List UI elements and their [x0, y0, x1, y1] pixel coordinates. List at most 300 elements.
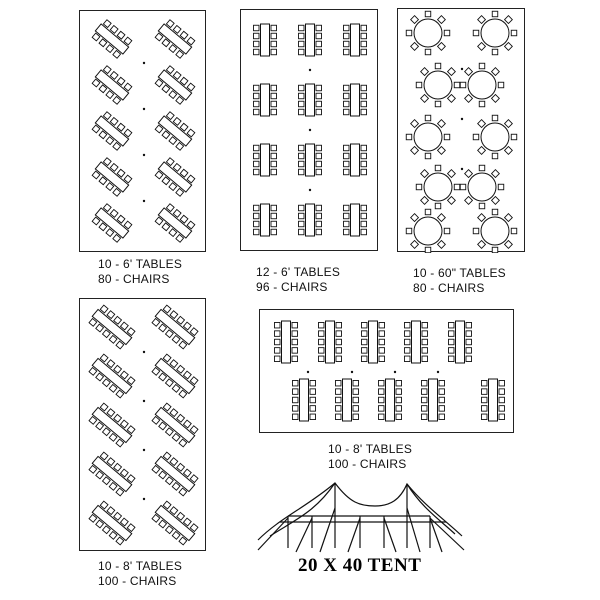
chair-icon [379, 331, 385, 337]
straight-6ft-floorplan [241, 10, 379, 252]
chair-icon [379, 348, 385, 354]
chair-icon [271, 109, 277, 115]
chair-icon [299, 221, 305, 227]
chair-icon [492, 197, 500, 205]
chair-icon [422, 380, 428, 386]
chair-icon [336, 389, 342, 395]
chair-icon [465, 197, 473, 205]
chair-icon [271, 145, 277, 151]
chair-icon [299, 169, 305, 175]
chair-icon [465, 95, 473, 103]
table-8ft [151, 500, 199, 546]
round-table-60in [473, 209, 517, 253]
chair-icon [411, 120, 419, 128]
chair-icon [448, 170, 456, 178]
chair-icon [275, 356, 281, 362]
chair-icon [449, 331, 455, 337]
chair-icon [353, 397, 359, 403]
chair-icon [316, 109, 322, 115]
chair-icon [271, 33, 277, 39]
chair-icon [361, 169, 367, 175]
chair-icon [454, 82, 460, 88]
chair-icon [422, 322, 428, 328]
caption-diagonal-6ft [98, 257, 182, 287]
caption-round-60in [413, 266, 506, 296]
chair-icon [336, 356, 342, 362]
tent-icon [250, 478, 470, 553]
tent-pole-marker [143, 62, 145, 64]
tent-pole-marker [461, 168, 463, 170]
chair-icon [379, 356, 385, 362]
tent-pole-marker [309, 69, 311, 71]
chair-icon [422, 389, 428, 395]
chair-icon [271, 161, 277, 167]
chair-icon [499, 414, 505, 420]
chair-icon [361, 229, 367, 235]
tent-pole-marker [461, 118, 463, 120]
round-table-60in [416, 63, 460, 107]
chair-icon [396, 397, 402, 403]
chair-icon [310, 389, 316, 395]
table-6ft [299, 24, 322, 56]
chair-icon [448, 197, 456, 205]
chair-icon [316, 161, 322, 167]
chair-icon [254, 221, 260, 227]
chair-icon [254, 93, 260, 99]
chair-icon [435, 101, 441, 107]
chair-icon [438, 120, 446, 128]
chair-icon [478, 43, 486, 51]
table-6ft [299, 84, 322, 116]
chair-icon [466, 322, 472, 328]
chair-icon [439, 380, 445, 386]
chair-icon [448, 95, 456, 103]
tent-pole-marker [143, 498, 145, 500]
table-6ft [91, 19, 133, 60]
table-6ft [344, 24, 367, 56]
chair-icon [316, 41, 322, 47]
chair-icon [479, 63, 485, 69]
chair-icon [396, 406, 402, 412]
chair-icon [449, 356, 455, 362]
chair-icon [319, 339, 325, 345]
chair-icon [444, 134, 450, 140]
table-6ft [154, 19, 196, 60]
layout-diagonal-6ft [79, 10, 206, 252]
chair-icon [362, 339, 368, 345]
chair-icon [316, 169, 322, 175]
chair-icon [492, 209, 498, 215]
chair-icon [473, 30, 479, 36]
chair-icon [299, 153, 305, 159]
chair-icon [336, 348, 342, 354]
table-6ft [154, 157, 196, 198]
chair-icon [299, 33, 305, 39]
chair-icon [319, 356, 325, 362]
layout-landscape-8ft [259, 309, 514, 433]
chair-icon [316, 101, 322, 107]
chair-icon [465, 68, 473, 76]
chair-icon [316, 213, 322, 219]
chair-icon [271, 85, 277, 91]
chair-icon [505, 214, 513, 222]
chair-icon [271, 41, 277, 47]
chair-icon [439, 406, 445, 412]
chair-icon [439, 389, 445, 395]
chair-icon [492, 68, 500, 76]
chair-icon [439, 397, 445, 403]
table-8ft [88, 304, 136, 350]
chair-icon [499, 389, 505, 395]
chair-icon [361, 109, 367, 115]
chair-icon [271, 213, 277, 219]
chair-icon [466, 331, 472, 337]
chair-icon [310, 414, 316, 420]
chair-icon [411, 241, 419, 249]
chair-icon [299, 25, 305, 31]
chair-icon [439, 414, 445, 420]
chair-icon [319, 322, 325, 328]
chair-icon [254, 161, 260, 167]
chair-icon [271, 205, 277, 211]
chair-icon [361, 145, 367, 151]
chair-icon [498, 184, 504, 190]
chair-icon [435, 165, 441, 171]
chair-icon [353, 389, 359, 395]
chair-icon [482, 397, 488, 403]
chair-icon [353, 414, 359, 420]
chair-icon [271, 221, 277, 227]
tent-illustration [250, 478, 470, 558]
tables-label: 12 - 6' TABLES [256, 265, 341, 279]
chair-icon [422, 406, 428, 412]
chair-icon [316, 145, 322, 151]
chair-icon [425, 115, 431, 121]
chair-icon [344, 205, 350, 211]
chair-icon [293, 389, 299, 395]
chairs-label: 100 - CHAIRS [98, 574, 177, 588]
chair-icon [438, 16, 446, 24]
caption-diagonal-8ft [98, 559, 182, 589]
chair-icon [406, 134, 412, 140]
chair-icon [406, 228, 412, 234]
chair-icon [344, 213, 350, 219]
chair-icon [379, 397, 385, 403]
chair-icon [396, 389, 402, 395]
table-6ft [154, 111, 196, 152]
chair-icon [473, 228, 479, 234]
table-8ft [362, 321, 385, 363]
chair-icon [275, 322, 281, 328]
chair-icon [422, 331, 428, 337]
chair-icon [275, 348, 281, 354]
table-8ft [293, 379, 316, 421]
chair-icon [405, 331, 411, 337]
chair-icon [361, 49, 367, 55]
chair-icon [422, 339, 428, 345]
chair-icon [425, 209, 431, 215]
table-6ft [254, 24, 277, 56]
chair-icon [336, 414, 342, 420]
round-table-60in [406, 11, 450, 55]
chair-icon [254, 33, 260, 39]
chair-icon [361, 213, 367, 219]
chair-icon [254, 205, 260, 211]
table-8ft [405, 321, 428, 363]
chair-icon [505, 241, 513, 249]
chair-icon [299, 101, 305, 107]
table-6ft [344, 84, 367, 116]
tent-pole-marker [143, 200, 145, 202]
table-6ft [154, 65, 196, 106]
chair-icon [344, 221, 350, 227]
chair-icon [361, 33, 367, 39]
chair-icon [499, 397, 505, 403]
layout-diagonal-8ft [79, 298, 206, 551]
chair-icon [254, 153, 260, 159]
chair-icon [254, 41, 260, 47]
chair-icon [362, 356, 368, 362]
chair-icon [362, 331, 368, 337]
round-60in-floorplan [398, 9, 526, 253]
chair-icon [492, 247, 498, 253]
tent-pole-marker [143, 400, 145, 402]
chair-icon [405, 348, 411, 354]
chair-icon [316, 229, 322, 235]
table-8ft [482, 379, 505, 421]
chair-icon [473, 134, 479, 140]
chair-icon [406, 30, 412, 36]
table-6ft [91, 111, 133, 152]
chair-icon [344, 161, 350, 167]
chair-icon [275, 339, 281, 345]
chair-icon [299, 85, 305, 91]
chair-icon [271, 169, 277, 175]
caption-landscape-8ft [328, 442, 412, 472]
layout-straight-6ft [240, 9, 378, 251]
chair-icon [449, 322, 455, 328]
table-8ft [151, 353, 199, 399]
chair-icon [292, 348, 298, 354]
chair-icon [482, 380, 488, 386]
chair-icon [310, 406, 316, 412]
chair-icon [344, 101, 350, 107]
chair-icon [361, 101, 367, 107]
chairs-label: 80 - CHAIRS [413, 281, 485, 295]
table-6ft [254, 144, 277, 176]
tent-pole-marker [437, 371, 439, 373]
chair-icon [421, 68, 429, 76]
chair-icon [344, 229, 350, 235]
layout-round-60in [397, 8, 525, 252]
tent-pole-marker [143, 108, 145, 110]
round-table-60in [473, 115, 517, 159]
chair-icon [316, 25, 322, 31]
chair-icon [492, 115, 498, 121]
table-6ft [154, 203, 196, 244]
tent-pole-marker [307, 371, 309, 373]
tables-label: 10 - 8' TABLES [98, 559, 183, 573]
chair-icon [271, 153, 277, 159]
chair-icon [466, 339, 472, 345]
chair-icon [454, 184, 460, 190]
chair-icon [511, 228, 517, 234]
table-8ft [151, 451, 199, 497]
chair-icon [344, 85, 350, 91]
table-6ft [254, 84, 277, 116]
chair-icon [336, 397, 342, 403]
chair-icon [316, 93, 322, 99]
diagonal-8ft-floorplan [80, 299, 207, 552]
chair-icon [396, 380, 402, 386]
chair-icon [361, 41, 367, 47]
chair-icon [478, 16, 486, 24]
tent-pole-marker [143, 449, 145, 451]
landscape-8ft-floorplan [260, 310, 515, 434]
table-6ft [254, 204, 277, 236]
chair-icon [336, 322, 342, 328]
chair-icon [511, 134, 517, 140]
chair-icon [299, 49, 305, 55]
chair-icon [361, 93, 367, 99]
chair-icon [292, 339, 298, 345]
table-8ft [319, 321, 342, 363]
table-8ft [88, 353, 136, 399]
chair-icon [448, 68, 456, 76]
table-8ft [151, 402, 199, 448]
chair-icon [293, 380, 299, 386]
chair-icon [336, 380, 342, 386]
chair-icon [479, 101, 485, 107]
table-6ft [299, 144, 322, 176]
chair-icon [361, 153, 367, 159]
chair-icon [421, 197, 429, 205]
chair-icon [361, 221, 367, 227]
chair-icon [316, 153, 322, 159]
tent-pole-marker [309, 189, 311, 191]
chair-icon [425, 153, 431, 159]
chair-icon [492, 49, 498, 55]
chair-icon [379, 380, 385, 386]
tent-title: 20 X 40 TENT [298, 555, 422, 576]
chair-icon [362, 348, 368, 354]
chair-icon [422, 356, 428, 362]
chair-icon [254, 145, 260, 151]
chair-icon [405, 322, 411, 328]
chair-icon [421, 95, 429, 103]
tables-label: 10 - 60" TABLES [413, 266, 506, 280]
table-8ft [336, 379, 359, 421]
tent-pole-marker [461, 68, 463, 70]
chair-icon [479, 165, 485, 171]
chair-icon [460, 184, 466, 190]
chair-icon [254, 85, 260, 91]
chair-icon [299, 161, 305, 167]
chair-icon [344, 41, 350, 47]
chair-icon [422, 414, 428, 420]
chair-icon [353, 380, 359, 386]
chair-icon [492, 95, 500, 103]
tables-label: 10 - 8' TABLES [328, 442, 413, 456]
chair-icon [435, 203, 441, 209]
chair-icon [344, 109, 350, 115]
chair-icon [379, 339, 385, 345]
chair-icon [421, 170, 429, 178]
chair-icon [411, 147, 419, 155]
table-8ft [379, 379, 402, 421]
diagonal-6ft-floorplan [80, 11, 207, 253]
chair-icon [482, 406, 488, 412]
chair-icon [482, 414, 488, 420]
chair-icon [344, 145, 350, 151]
chair-icon [478, 120, 486, 128]
chair-icon [438, 43, 446, 51]
chair-icon [449, 339, 455, 345]
chair-icon [336, 339, 342, 345]
chair-icon [379, 414, 385, 420]
chair-icon [405, 339, 411, 345]
chair-icon [405, 356, 411, 362]
chair-icon [492, 170, 500, 178]
chair-icon [254, 25, 260, 31]
chair-icon [361, 205, 367, 211]
chair-icon [316, 221, 322, 227]
chair-icon [361, 85, 367, 91]
chair-icon [271, 49, 277, 55]
chair-icon [379, 389, 385, 395]
chair-icon [505, 43, 513, 51]
chair-icon [271, 101, 277, 107]
chair-icon [396, 414, 402, 420]
table-6ft [344, 204, 367, 236]
chair-icon [344, 33, 350, 39]
tent-pole-marker [351, 371, 353, 373]
round-table-60in [473, 11, 517, 55]
chair-icon [344, 169, 350, 175]
tent-pole-marker [394, 371, 396, 373]
table-8ft [88, 402, 136, 448]
chair-icon [299, 229, 305, 235]
chair-icon [505, 147, 513, 155]
chairs-label: 96 - CHAIRS [256, 280, 328, 294]
chair-icon [316, 33, 322, 39]
table-6ft [299, 204, 322, 236]
tent-pole-marker [309, 129, 311, 131]
chair-icon [299, 41, 305, 47]
chair-icon [362, 322, 368, 328]
chair-icon [379, 322, 385, 328]
chair-icon [425, 11, 431, 17]
chair-icon [435, 63, 441, 69]
chair-icon [344, 93, 350, 99]
chair-icon [444, 30, 450, 36]
chair-icon [478, 147, 486, 155]
chair-icon [292, 322, 298, 328]
chair-icon [319, 348, 325, 354]
chair-icon [411, 43, 419, 51]
chair-icon [316, 85, 322, 91]
chair-icon [254, 101, 260, 107]
tent-pole-marker [143, 351, 145, 353]
round-table-60in [406, 115, 450, 159]
chair-icon [254, 213, 260, 219]
chair-icon [344, 49, 350, 55]
chair-icon [465, 170, 473, 178]
chair-icon [416, 82, 422, 88]
chair-icon [275, 331, 281, 337]
chair-icon [478, 214, 486, 222]
chair-icon [449, 348, 455, 354]
